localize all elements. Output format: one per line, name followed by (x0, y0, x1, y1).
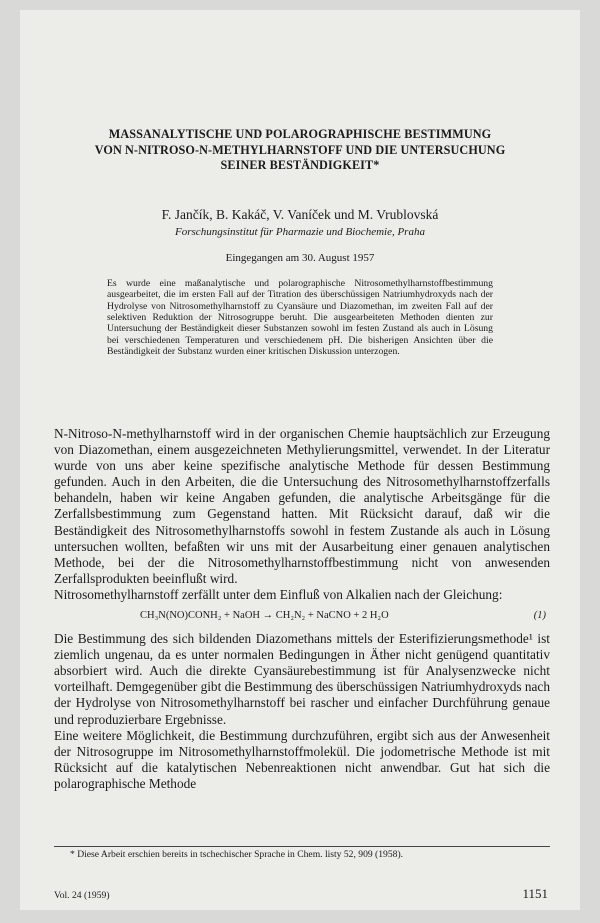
footnote-divider (54, 846, 550, 847)
paragraph-nitroso-method: Eine weitere Möglichkeit, die Bestimmung durchzuführen, ergibt sich aus der Anwesenheit der Nitrosogruppe im Nitrosomethylharnstoffmolekül. Die jodometrische Methode ist mit Rücksicht auf die katalytischen Nebenreaktionen nicht anwendbar. Gut hat sich die polarographische Methode (54, 727, 550, 791)
abstract: Es wurde eine maßanalytische und polarographische Nitrosomethylharnstoffbestimmung ausgearbeitet, die im ersten Fall auf der Titration des überschüssigen Natriumhydroxyds nach der Hydrolyse von Nitrosomethylharnstoff zu Cyansäure und Diazomethan, im zweiten Fall auf der selektiven Reduktion der Nitrosogruppe beruht. Die ausgearbeiteten Methoden dienten zur Untersuchung der Beständigkeit dieser Substanzen sowohl im festen Zustand als auch in Lösung bei verschiedenen Temperaturen und verschiedenem pH. Die bisherigen Ansichten über die Beständigkeit der Substanz wurden einer kritischen Diskussion unterzogen. (107, 278, 493, 358)
paragraph-intro: N-Nitroso-N-methylharnstoff wird in der organischen Chemie hauptsächlich zur Erzeugung von Diazomethan, einem ausgezeichneten Methylierungsmittel, verwendet. In der Literatur wurde von uns aber keine spezifische analytische Methode für dessen Bestimmung gefunden. Auch in den Arbeiten, die die Untersuchung des Nitrosomethylharnstoffzerfalls behandeln, haben wir keine Angaben gefunden, die analytische Arbeitsgänge für die Zerfallsbestimmung zum Gegenstand hatten. Mit Rücksicht darauf, daß wir die Beständigkeit des Nitrosomethylharnstoffs sowohl in festem Zustande als auch in Lösung untersuchen wollten, befaßten wir uns mit der Ausarbeitung einer genauen analytischen Methode, bei der die Nitrosomethylharnstoffbestimmung nicht von anwesenden Zerfallsprodukten beeinflußt wird. (54, 426, 550, 586)
footnote: * Diese Arbeit erschien bereits in tschechischer Sprache in Chem. listy 52, 909 (1958). (70, 849, 404, 860)
affiliation: Forschungsinstitut für Pharmazie und Biochemie, Praha (175, 226, 425, 238)
received-date: Eingegangen am 30. August 1957 (225, 252, 375, 264)
author-list: F. Jančík, B. Kakáč, V. Vaníček und M. Vrublovská (161, 207, 439, 222)
article-title: MASSANALYTISCHE UND POLAROGRAPHISCHE BESTIMMUNG VON N-NITROSO-N-METHYLHARNSTOFF UND DIE UNTERSUCHUNG SEINER BESTÄNDIGKEIT* (94, 127, 506, 172)
volume-info: Vol. 24 (1959) (54, 890, 110, 901)
paragraph-equation-lead: Nitrosomethylharnstoff zerfällt unter dem Einfluß von Alkalien nach der Gleichung: (54, 586, 503, 602)
equation-1 (54, 605, 550, 627)
equation-formula: CH₃N(NO)CONH₂ + NaOH → CH₂N₂ + NaCNO + 2 H₂O (140, 609, 389, 621)
journal-page (20, 10, 580, 910)
page-number: 1151 (522, 886, 548, 901)
paragraph-determination: Die Bestimmung des sich bildenden Diazomethans mittels der Esterifizierungsmethode¹ ist ziemlich ungenau, da es unter normalen Bedingungen in Äther nicht genügend quantitativ absorbiert wird. Auch die direkte Cyansäurebestimmung ist für Analysenzwecke nicht vorteilhaft. Demgegenüber gibt die Bestimmung des überschüssigen Natriumhydroxyds nach der Hydrolyse von Nitrosomethylharnstoff bei rascher und einfacher Durchführung genaue und reproduzierbare Ergebnisse. (54, 631, 550, 727)
body-text (54, 426, 550, 792)
equation-number: (1) (533, 609, 546, 621)
